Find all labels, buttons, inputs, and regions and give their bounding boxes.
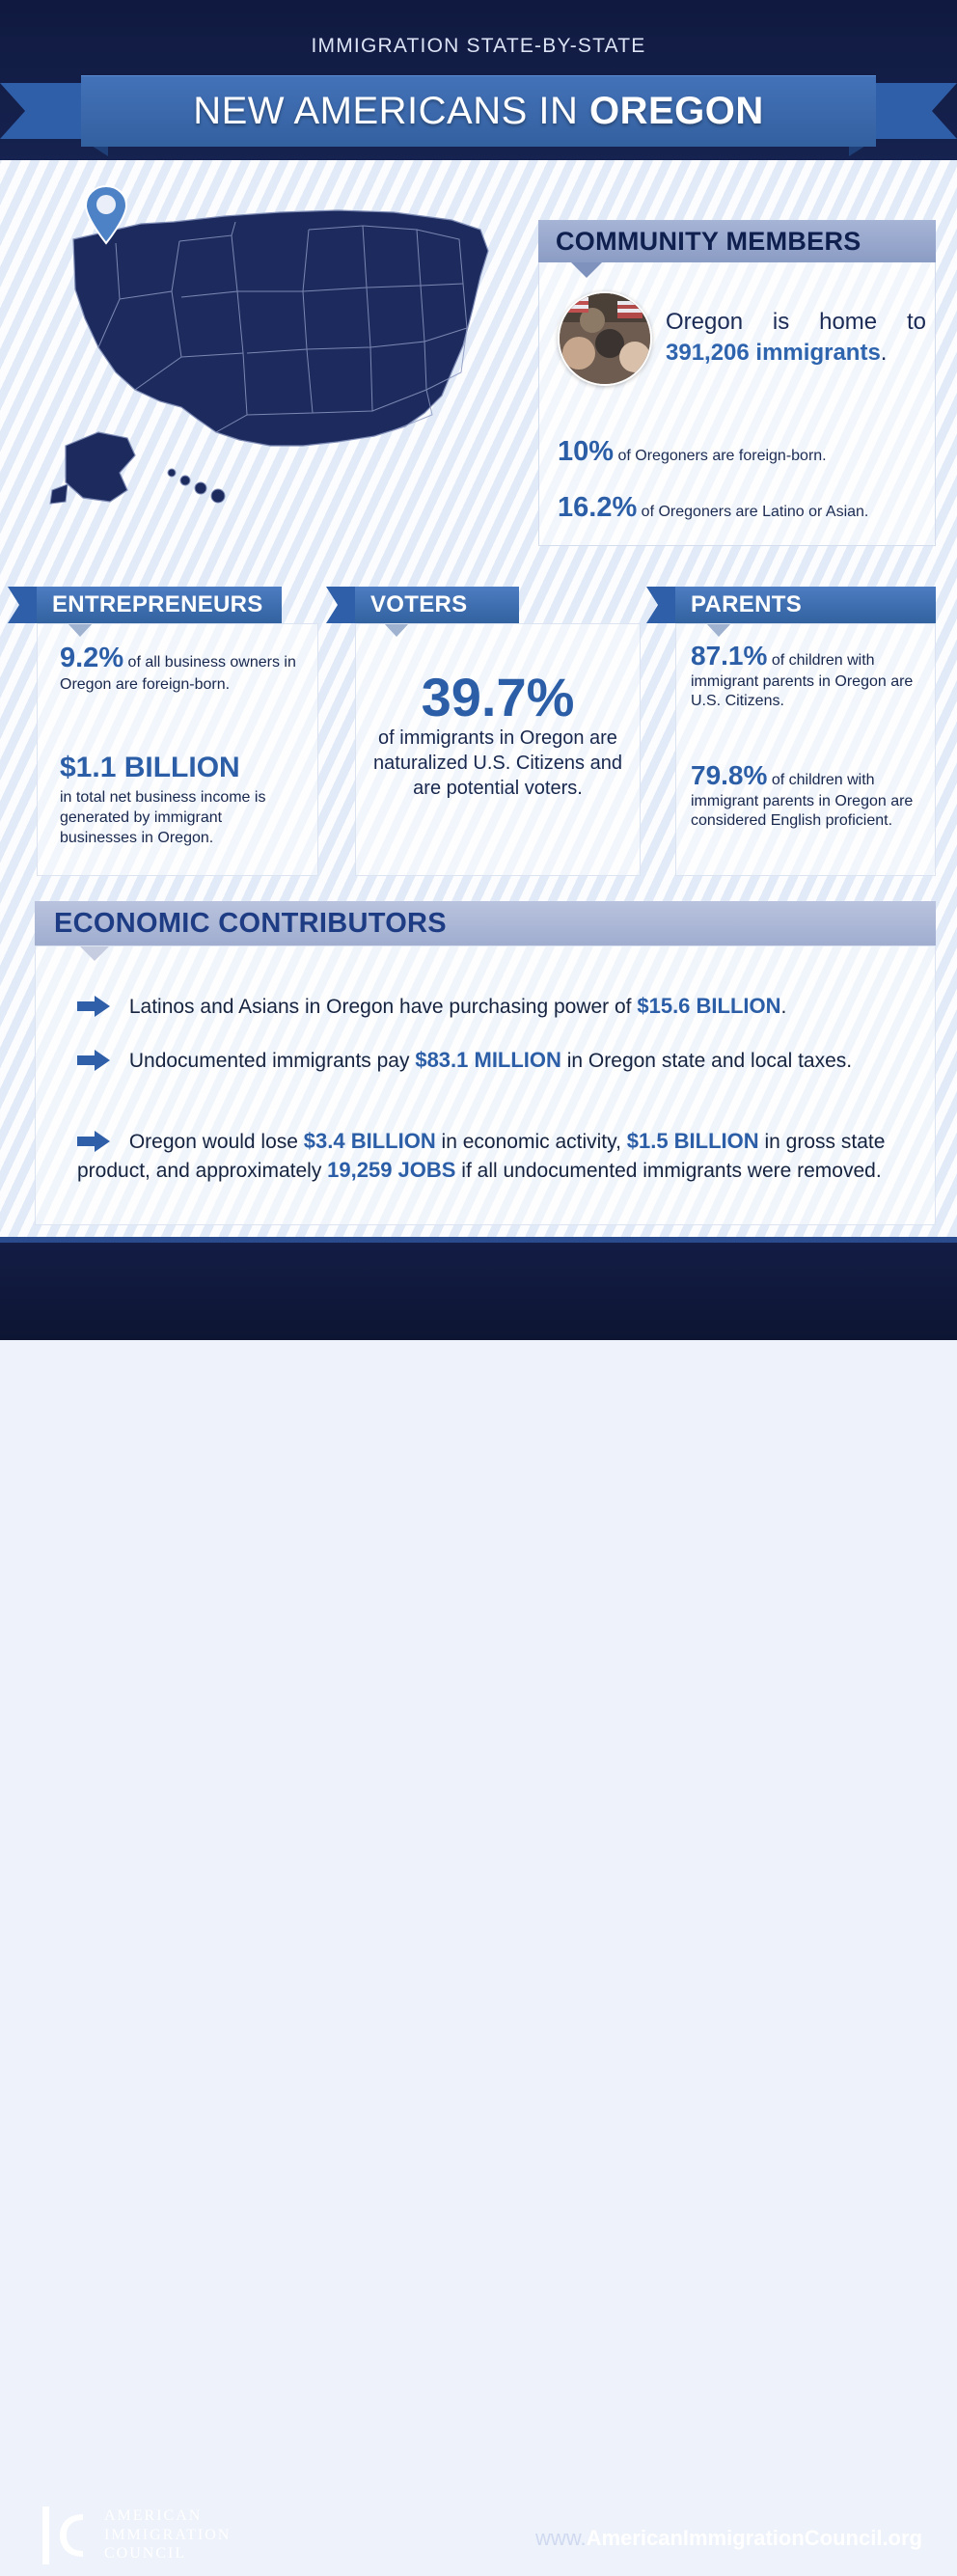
community-stat-foreign-born	[558, 436, 934, 468]
entrepreneurs-heading: ENTREPRENEURS	[52, 591, 263, 617]
url-main: AmericanImmigrationCouncil.org	[586, 2526, 922, 2550]
voters-heading: VOTERS	[370, 591, 468, 617]
community-photo	[558, 291, 652, 386]
title-prefix: NEW AMERICANS IN	[193, 90, 589, 132]
entrepreneurs-stat2-text: in total net business income is generated by immigrant businesses in Oregon.	[60, 789, 266, 846]
economic-highlight: $83.1 MILLION	[415, 1048, 561, 1072]
arrow-right-icon	[77, 1050, 112, 1073]
economic-text: Undocumented immigrants pay	[128, 1050, 416, 1072]
economic-text: Latinos and Asians in Oregon have purchasing power of	[128, 996, 638, 1018]
community-stat-latino-asian	[558, 492, 934, 524]
voters-header	[355, 587, 519, 623]
economic-item-2	[77, 1046, 907, 1075]
community-intro-prefix: Oregon is home to	[666, 309, 926, 335]
entrepreneurs-stat2-value: $1.1 BILLION	[60, 752, 240, 783]
ribbon-tail-right	[874, 83, 957, 139]
community-members-heading: COMMUNITY MEMBERS	[556, 226, 861, 256]
ribbon-main	[81, 75, 876, 147]
arrow-right-icon	[77, 1131, 112, 1154]
community-intro-value: 391,206 immigrants	[666, 340, 881, 367]
us-map	[27, 183, 529, 550]
ribbon-tail-left	[0, 83, 83, 139]
entrepreneurs-ribbon-tail	[8, 587, 37, 623]
parents-stat2-text: of children with immigrant parents in Oregon are considered English proficient.	[691, 772, 914, 829]
parents-stat2-value: 79.8%	[691, 760, 768, 790]
economic-text: .	[780, 996, 787, 1018]
parents-stat1-value: 87.1%	[691, 641, 768, 671]
economic-item-2-text	[129, 1050, 852, 1072]
title-state: OREGON	[588, 90, 764, 132]
economic-highlight: $3.4 BILLION	[303, 1129, 436, 1153]
community-stat1-text: of Oregoners are foreign-born.	[614, 448, 827, 464]
community-members-header	[538, 220, 936, 262]
parents-stat1-text: of children with immigrant parents in Oregon are U.S. Citizens.	[691, 652, 914, 709]
org-line-1: AMERICAN	[104, 2507, 203, 2524]
economic-text: if all undocumented immigrants were removed.	[455, 1159, 882, 1182]
economic-text: in Oregon state and local taxes.	[561, 1050, 853, 1072]
voters-big-value: 39.7%	[421, 667, 575, 727]
website-url[interactable]	[535, 2526, 922, 2551]
parents-stat-1	[691, 639, 934, 711]
parents-heading: PARENTS	[691, 591, 802, 617]
org-line-2: IMMIGRATION	[104, 2526, 232, 2543]
voters-text: of immigrants in Oregon are naturalized U.S. Citizens and are potential voters.	[373, 727, 622, 799]
economic-item-1-text	[129, 996, 787, 1018]
parents-ribbon-tail	[646, 587, 675, 623]
economic-contributors-header	[35, 901, 936, 945]
entrepreneurs-header	[37, 587, 282, 623]
community-intro	[666, 307, 926, 370]
parents-header	[675, 587, 936, 623]
community-stat2-value: 16.2%	[558, 492, 638, 523]
entrepreneurs-stat1-value: 9.2%	[60, 643, 124, 673]
location-pin-icon	[85, 185, 127, 245]
economic-item-3	[77, 1127, 907, 1184]
council-wordmark	[104, 2507, 231, 2563]
economic-text: Oregon would lose	[128, 1131, 304, 1153]
parents-stat-2	[691, 758, 934, 831]
economic-highlight: $15.6 BILLION	[637, 994, 781, 1018]
entrepreneurs-stat-1	[60, 641, 301, 695]
url-prefix: www.	[535, 2526, 587, 2550]
page-title	[193, 90, 764, 133]
economic-highlight: 19,259 JOBS	[327, 1157, 456, 1182]
community-stat1-value: 10%	[558, 436, 615, 467]
community-stat2-text: of Oregoners are Latino or Asian.	[637, 504, 869, 520]
community-header-notch	[571, 262, 602, 278]
entrepreneurs-stat1-text: of all business owners in Oregon are foreign-born.	[60, 654, 296, 694]
entrepreneurs-stat-2	[60, 749, 303, 848]
community-intro-suffix: .	[880, 340, 888, 367]
economic-text: in gross state product, and approximately	[77, 1131, 886, 1182]
economic-text: in economic activity,	[435, 1131, 627, 1153]
header-eyebrow: IMMIGRATION STATE-BY-STATE	[311, 35, 646, 57]
economic-contributors-heading: ECONOMIC CONTRIBUTORS	[54, 907, 447, 939]
council-logo-icon	[39, 2505, 95, 2564]
org-line-3: COUNCIL	[104, 2545, 187, 2562]
title-ribbon	[0, 75, 957, 147]
arrow-right-icon	[77, 996, 112, 1019]
voters-ribbon-tail	[326, 587, 355, 623]
economic-item-1	[77, 992, 907, 1021]
economic-highlight: $1.5 BILLION	[626, 1129, 759, 1153]
footer	[0, 1243, 957, 2562]
economic-item-3-text	[77, 1131, 885, 1182]
header-banner	[0, 0, 957, 160]
